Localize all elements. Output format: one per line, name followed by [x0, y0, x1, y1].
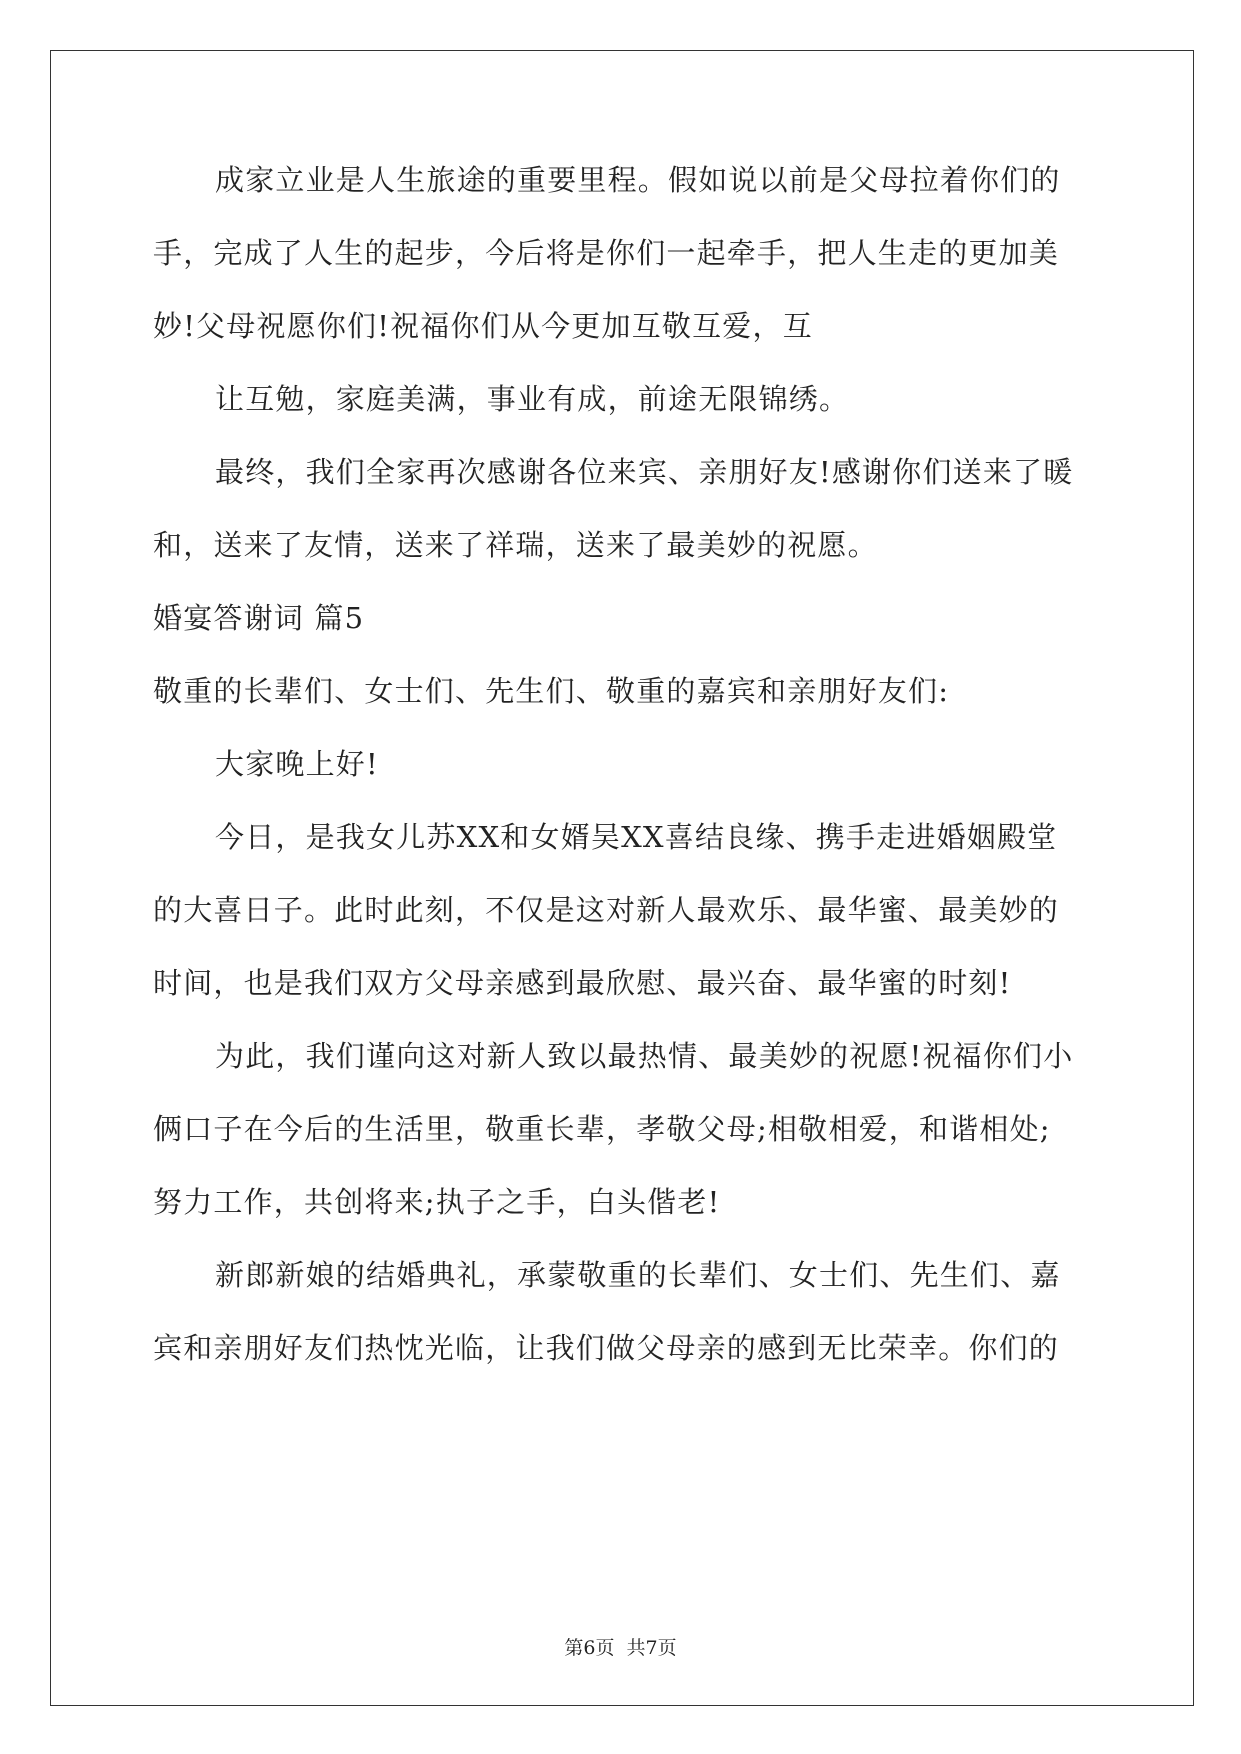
page-border: [50, 50, 1194, 1706]
paragraph-line: 手，完成了人生的起步，今后将是你们一起牵手，把人生走的更加美: [153, 236, 1060, 270]
paragraph-line: 时间，也是我们双方父母亲感到最欣慰、最兴奋、最华蜜的时刻!: [153, 966, 1012, 1000]
page-footer: [0, 1633, 1241, 1660]
paragraph-line: 宾和亲朋好友们热忱光临，让我们做父母亲的感到无比荣幸。你们的: [153, 1331, 1060, 1365]
paragraph-line: 让互勉，家庭美满，事业有成，前途无限锦绣。: [215, 382, 850, 416]
paragraph-line: 俩口子在今后的生活里，敬重长辈，孝敬父母;相敬相爱，和谐相处;: [153, 1112, 1051, 1146]
paragraph-line: 成家立业是人生旅途的重要里程。假如说以前是父母拉着你们的: [215, 163, 1061, 197]
paragraph-line: 努力工作，共创将来;执子之手，白头偕老!: [153, 1185, 721, 1219]
paragraph-line: 的大喜日子。此时此刻，不仅是这对新人最欢乐、最华蜜、最美妙的: [153, 893, 1060, 927]
salutation-line: 敬重的长辈们、女士们、先生们、敬重的嘉宾和亲朋好友们:: [153, 674, 950, 708]
paragraph-line: 和，送来了友情，送来了祥瑞，送来了最美妙的祝愿。: [153, 528, 878, 562]
paragraph-line: 今日，是我女儿苏XX和女婿吴XX喜结良缘、携手走进婚姻殿堂: [215, 820, 1058, 854]
section-heading: 婚宴答谢词 篇5: [153, 601, 365, 635]
page-number: 第6页 共7页: [564, 1637, 677, 1659]
paragraph-line: 最终，我们全家再次感谢各位来宾、亲朋好友!感谢你们送来了暖: [215, 455, 1074, 489]
greeting-line: 大家晚上好!: [215, 747, 379, 781]
paragraph-line: 新郎新娘的结婚典礼，承蒙敬重的长辈们、女士们、先生们、嘉: [215, 1258, 1061, 1292]
paragraph-line: 妙!父母祝愿你们!祝福你们从今更加互敬互爱，互: [153, 309, 813, 343]
paragraph-line: 为此，我们谨向这对新人致以最热情、最美妙的祝愿!祝福你们小: [215, 1039, 1074, 1073]
